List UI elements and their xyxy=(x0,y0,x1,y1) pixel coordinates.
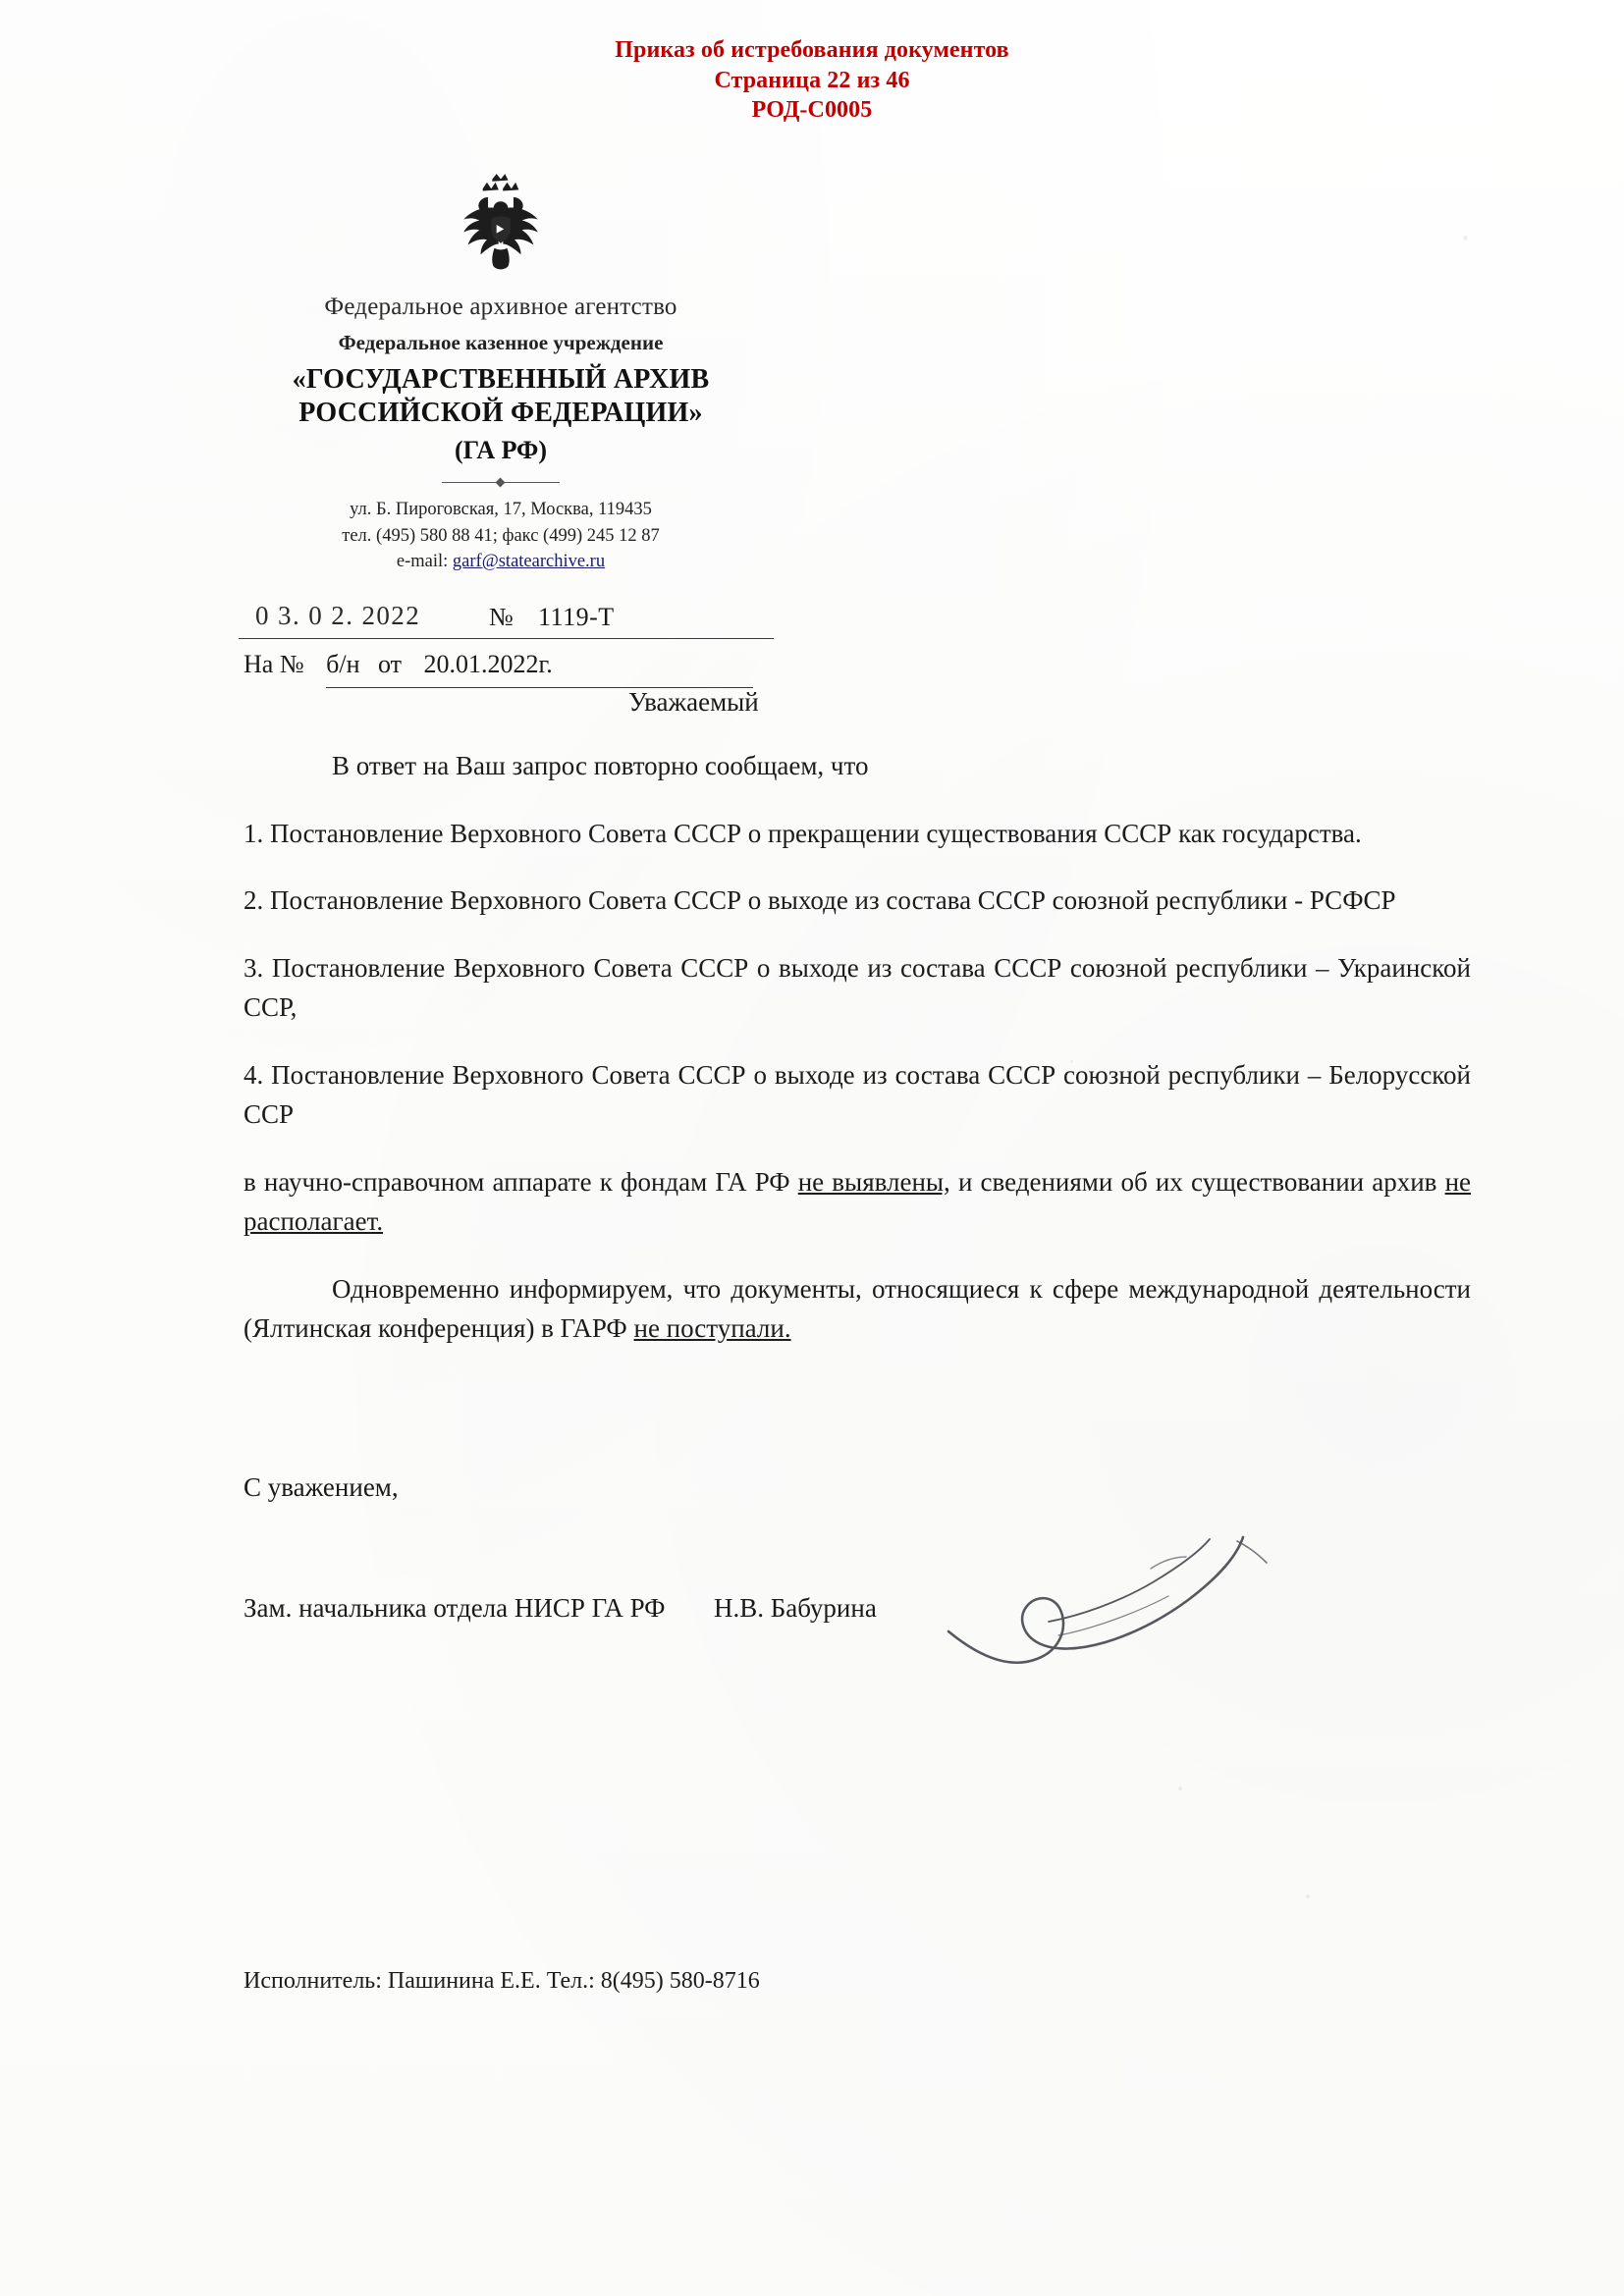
scan-speck xyxy=(1463,236,1468,240)
closing-line: С уважением, xyxy=(244,1472,399,1502)
on-number-value: б/н xyxy=(326,650,360,678)
notice-underlined: не поступали. xyxy=(633,1313,791,1343)
scan-speck xyxy=(1306,1895,1310,1898)
ornament-divider xyxy=(442,477,560,487)
stamp-line-title: Приказ об истребования документов xyxy=(615,37,1009,63)
signer-title: Зам. начальника отдела НИСР ГА РФ xyxy=(244,1593,666,1623)
body-intro: В ответ на Ваш запрос повторно сообщаем, что xyxy=(332,751,869,780)
notice-text: Одновременно информируем, что документы, относящиеся к сфере международной деятельности (Ялтинская конференция) в ГАРФ xyxy=(244,1273,1471,1343)
body-notice xyxy=(244,1269,1471,1349)
body-item-1: 1. Постановление Верховного Совета СССР о прекращении существования СССР как государства. xyxy=(244,818,1362,848)
body-item-4: 4. Постановление Верховного Совета СССР о выходе из состава СССР союзной республики – Белорусской ССР xyxy=(244,1059,1471,1129)
email-link[interactable]: garf@statearchive.ru xyxy=(452,551,606,571)
scan-speck xyxy=(1070,1060,1073,1063)
conclusion-underlined-2: не располагает. xyxy=(244,1166,1471,1236)
archive-title-line2: РОССИЙСКОЙ ФЕДЕРАЦИИ» xyxy=(298,398,703,429)
reference-rule-top xyxy=(239,638,774,639)
letterhead xyxy=(245,172,756,574)
scan-speck xyxy=(1178,1787,1182,1790)
conclusion-text-2: и сведениями об их существовании архив xyxy=(949,1166,1445,1197)
signer-name: Н.В. Бабурина xyxy=(713,1593,877,1623)
archive-title-line1: «ГОСУДАРСТВЕННЫЙ АРХИВ xyxy=(292,364,710,395)
conclusion-text-1: в научно-справочном аппарате к фондам ГА РФ xyxy=(244,1166,798,1197)
page-stamp-header xyxy=(0,35,1624,126)
institution-type: Федеральное казенное учреждение xyxy=(338,331,664,354)
on-number-label: На № xyxy=(244,650,304,678)
phone-line: тел. (495) 580 88 41; факс (499) 245 12 87 xyxy=(342,525,660,546)
on-date-label: от xyxy=(378,650,403,678)
on-date-value: 20.01.2022г. xyxy=(423,650,553,678)
outgoing-number: 1119-Т xyxy=(538,603,615,631)
stamp-line-code: РОД-С0005 xyxy=(751,97,873,124)
body-item-3: 3. Постановление Верховного Совета СССР о выходе из состава СССР союзной республики – Украинской ССР, xyxy=(244,952,1471,1022)
body-item-2: 2. Постановление Верховного Совета СССР о выходе из состава СССР союзной республики - РСФСР xyxy=(244,885,1396,915)
archive-abbreviation: (ГА РФ) xyxy=(454,436,548,465)
outgoing-date-stamp: 0 3. 0 2. 2022 xyxy=(255,601,421,630)
salutation: Уважаемый xyxy=(628,687,759,717)
number-sign: № xyxy=(489,603,514,631)
incoming-reference-row xyxy=(244,650,793,679)
conclusion-underlined-1: не выявлены, xyxy=(797,1166,950,1197)
email-label: e-mail: xyxy=(396,551,449,571)
russian-double-headed-eagle-icon xyxy=(245,172,756,278)
executor-line: Исполнитель: Пашинина Е.Е. Тел.: 8(495) 580-8716 xyxy=(244,1968,760,1994)
address-line: ул. Б. Пироговская, 17, Москва, 119435 xyxy=(350,500,652,520)
handwritten-signature xyxy=(943,1512,1276,1688)
letter-body xyxy=(244,746,1471,1376)
body-conclusion xyxy=(244,1162,1471,1242)
signer-line xyxy=(244,1593,877,1624)
agency-name: Федеральное архивное агентство xyxy=(324,294,677,320)
stamp-line-page: Страница 22 из 46 xyxy=(714,67,910,93)
